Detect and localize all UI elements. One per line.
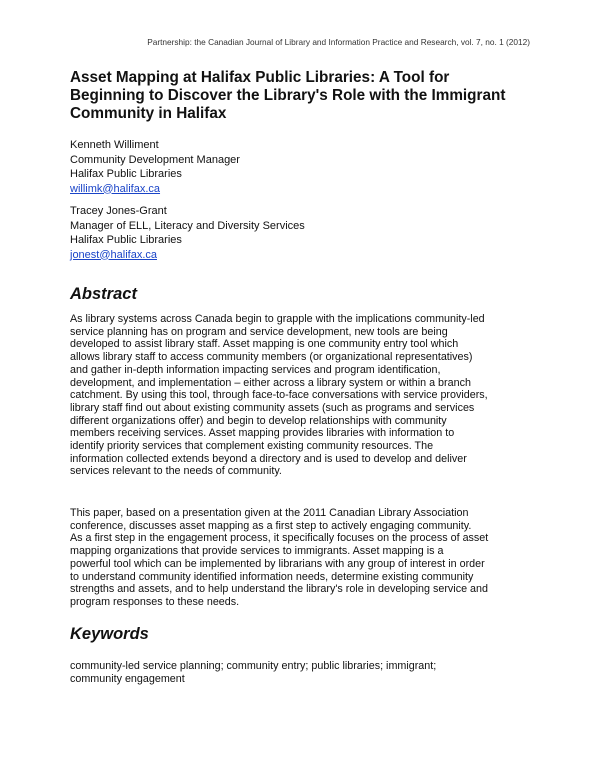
title-line: Beginning to Discover the Library's Role with the Immigrant — [70, 87, 506, 104]
text-line: library staff find out about existing community assets (such as programs and services — [70, 401, 475, 414]
text-line: powerful tool which can be implemented by librarians with any group of interest in order — [70, 557, 485, 570]
text-line: catchment. By using this tool, through face-to-face conversations with service providers, — [70, 389, 488, 402]
text-line: members receiving services. Asset mapping provides libraries with information to — [70, 427, 455, 440]
abstract-paragraph-2 — [70, 507, 532, 609]
running-header: Partnership: the Canadian Journal of Library and Information Practice and Research, vol. 7, no. 1 (2012) — [147, 37, 530, 47]
article-title — [70, 69, 540, 123]
text-line: to understand community identified information needs, determine existing community — [70, 570, 474, 583]
author-block-williment — [70, 138, 530, 196]
author-role: Manager of ELL, Literacy and Diversity Services — [70, 219, 305, 232]
text-line: As library systems across Canada begin to grapple with the implications community-led — [70, 313, 485, 325]
text-line: and gather in-depth information impacting services and program identification, — [70, 363, 441, 376]
text-line: strengths and assets, and to help understand the library's role in developing service and — [70, 583, 488, 596]
author-email-link[interactable]: willimk@halifax.ca — [70, 182, 161, 195]
title-line: Asset Mapping at Halifax Public Libraries: A Tool for — [70, 69, 450, 86]
keywords-heading: Keywords — [70, 625, 149, 643]
text-line: program responses to these needs. — [70, 595, 240, 608]
text-line: This paper, based on a presentation given at the 2011 Canadian Library Association — [70, 507, 469, 519]
text-line: service planning has on program and service development, new tools are being — [70, 325, 448, 338]
abstract-paragraph-1 — [70, 313, 532, 478]
text-line: identify priority services that complement existing community resources. The — [70, 440, 434, 453]
text-line: information collected extends beyond a directory and is used to develop and deliver — [70, 452, 467, 465]
text-line: developed to assist library staff. Asset mapping is one community entry tool which — [70, 338, 459, 351]
title-line: Community in Halifax — [70, 105, 227, 122]
text-line: mapping organizations that provide services to immigrants. Asset mapping is a — [70, 545, 444, 558]
text-line: development, and implementation – either across a library system or within a branch — [70, 376, 471, 389]
author-block-jones-grant — [70, 204, 530, 262]
author-organization: Halifax Public Libraries — [70, 168, 182, 180]
author-name: Tracey Jones-Grant — [70, 205, 167, 217]
author-organization: Halifax Public Libraries — [70, 234, 182, 246]
text-line: community engagement — [70, 672, 185, 685]
author-name: Kenneth Williment — [70, 139, 159, 151]
author-email-link[interactable]: jonest@halifax.ca — [70, 248, 157, 261]
text-line: services relevant to the needs of community. — [70, 465, 282, 478]
text-line: different organizations offer) and begin to develop relationships with community — [70, 414, 447, 427]
text-line: As a first step in the engagement process, it specifically focuses on the process of asset — [70, 532, 489, 545]
keywords-list — [70, 660, 532, 685]
author-role: Community Development Manager — [70, 153, 240, 166]
text-line: community-led service planning; community entry; public libraries; immigrant; — [70, 660, 437, 672]
abstract-heading: Abstract — [70, 285, 137, 303]
text-line: allows library staff to access community members (or organizational representatives) — [70, 351, 473, 364]
text-line: conference, discusses asset mapping as a first step to actively engaging community. — [70, 519, 472, 532]
